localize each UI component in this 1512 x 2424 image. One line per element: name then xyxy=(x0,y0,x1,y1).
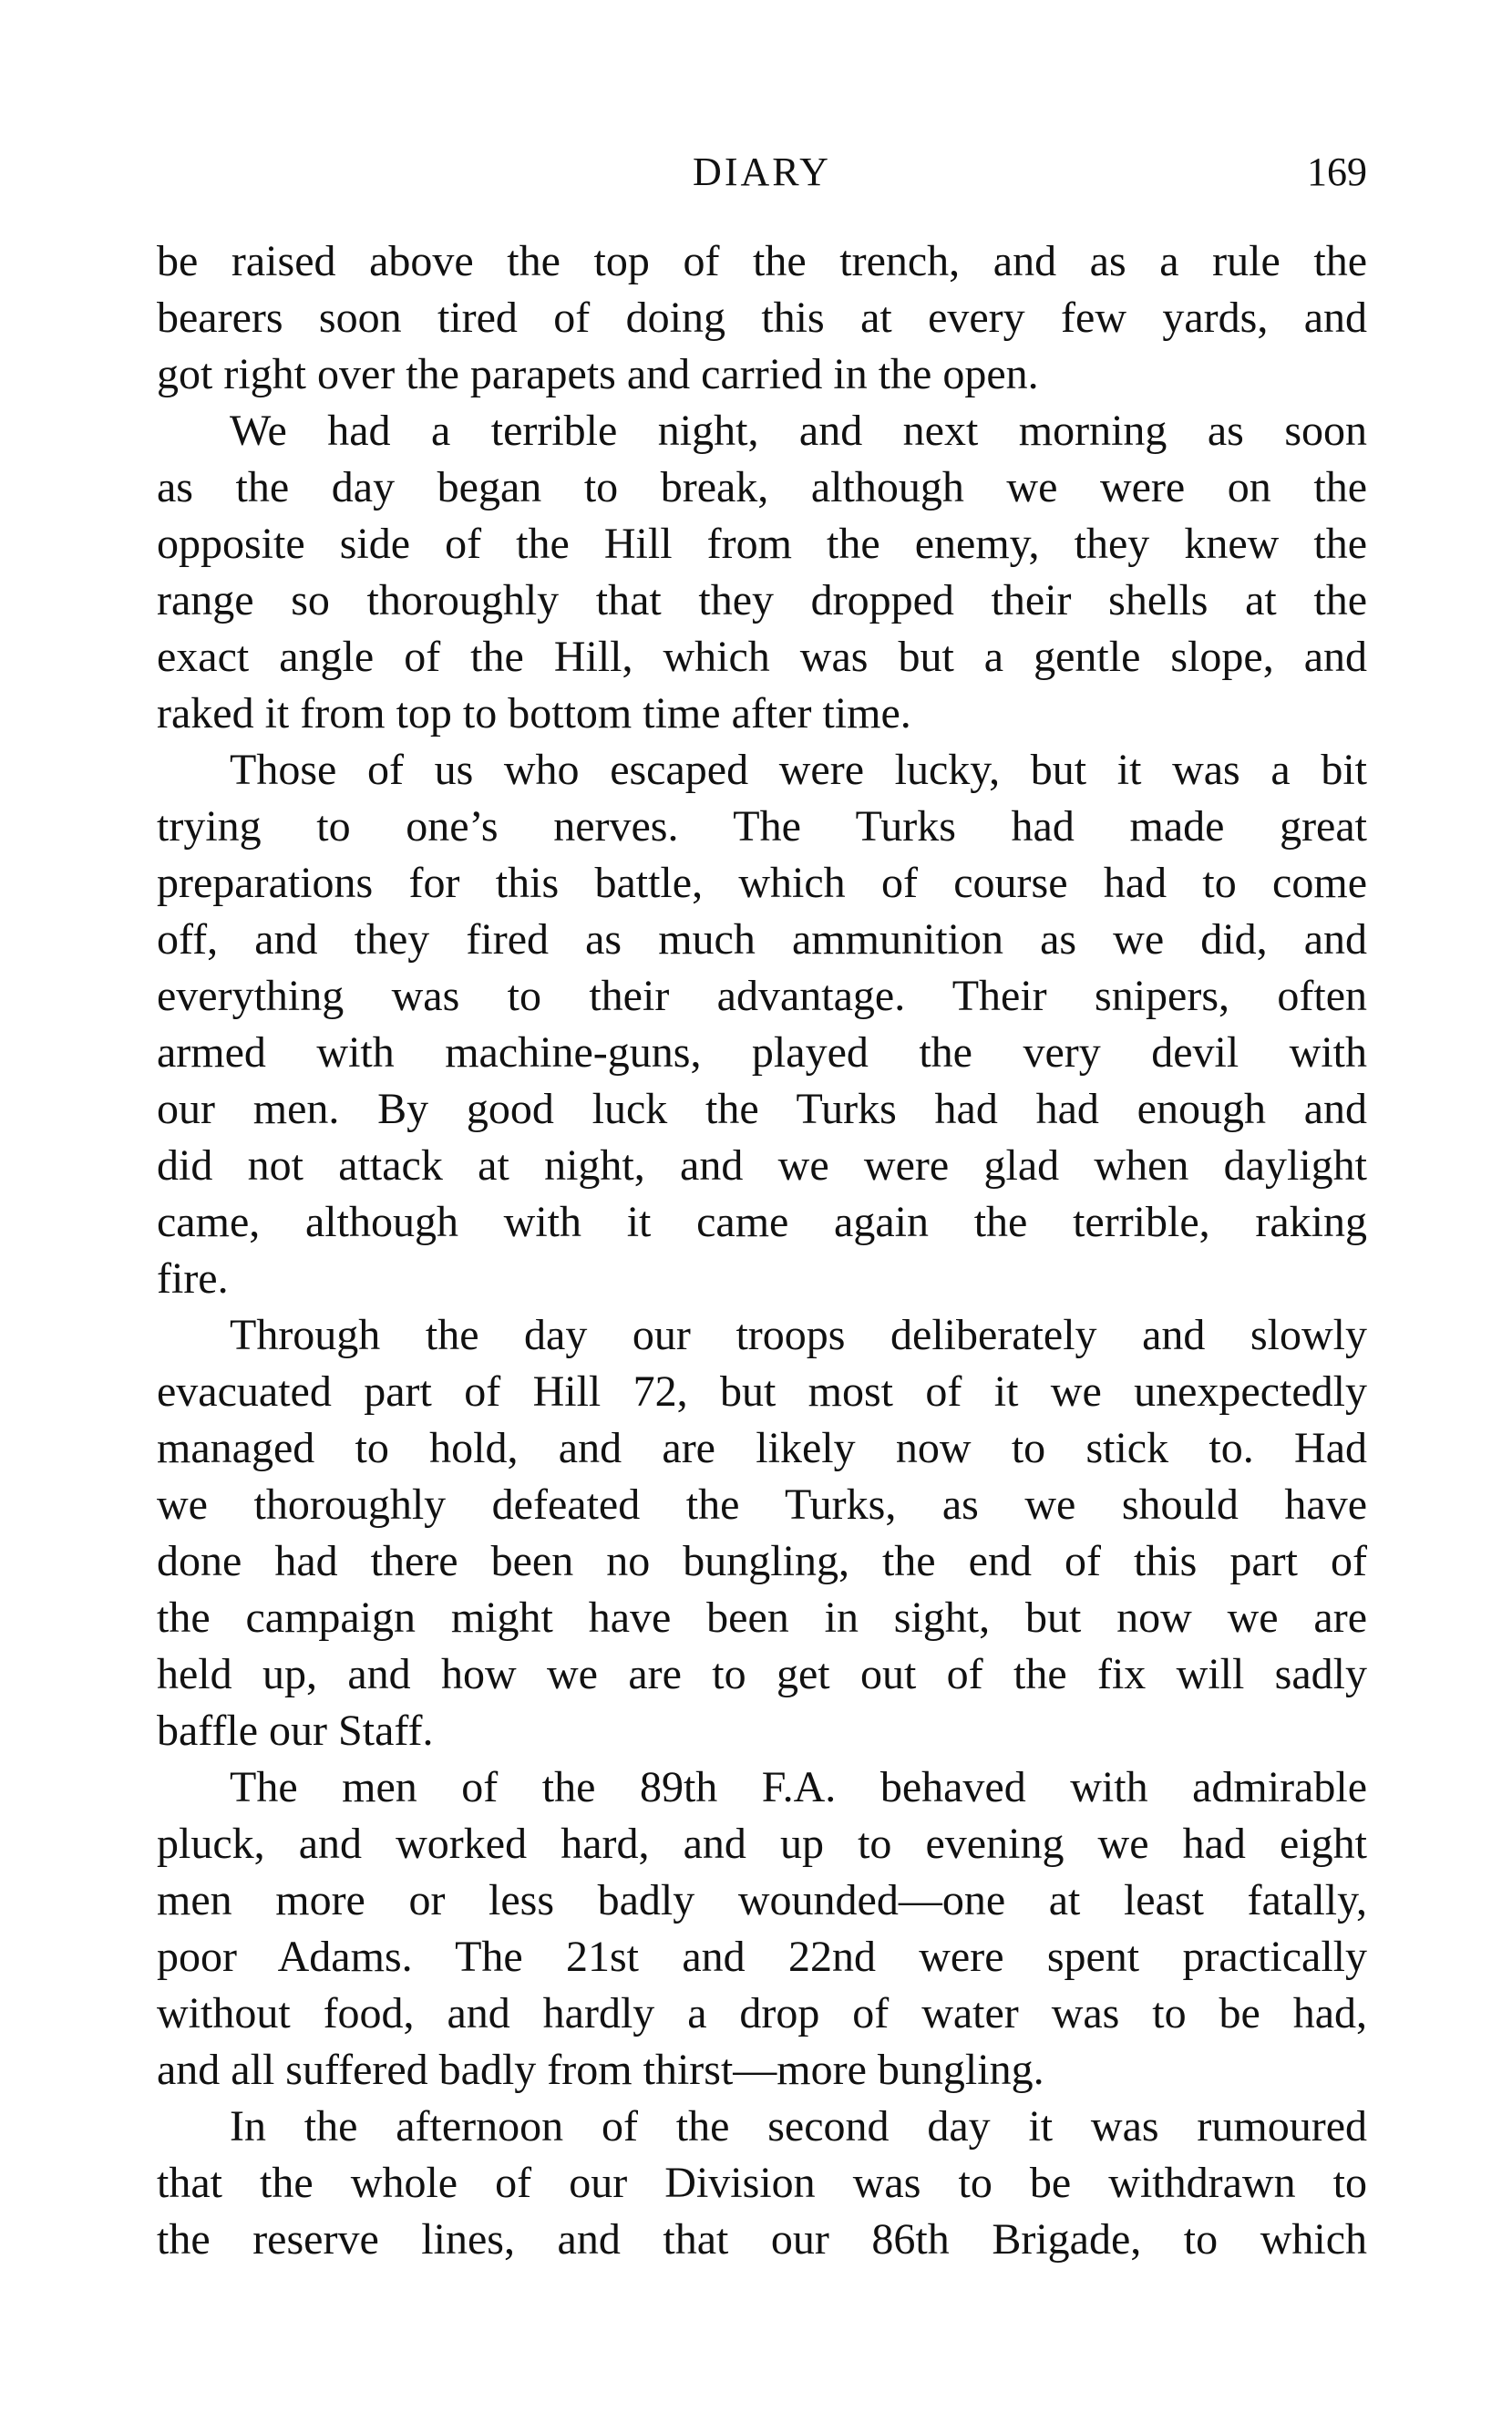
text-line: exact angle of the Hill, which was but a gentle slope, and xyxy=(157,633,1367,681)
text-line: poor Adams. The 21st and 22nd were spent practically xyxy=(157,1933,1367,1981)
text-line: held up, and how we are to get out of the fix will sadly xyxy=(157,1650,1367,1698)
body-text xyxy=(157,233,1367,2268)
text-line: did not attack at night, and we were glad when daylight xyxy=(157,1141,1367,1190)
text-line: men more or less badly wounded—one at least fatally, xyxy=(157,1876,1367,1924)
text-line: as the day began to break, although we were on the xyxy=(157,463,1367,511)
text-line: done had there been no bungling, the end of this part of xyxy=(157,1537,1367,1585)
paragraph xyxy=(157,1759,1367,2099)
text-line: everything was to their advantage. Their snipers, often xyxy=(157,972,1367,1020)
running-title: DIARY xyxy=(693,150,831,194)
page-number: 169 xyxy=(1307,150,1367,194)
text-line: fire. xyxy=(157,1254,229,1303)
text-line: off, and they fired as much ammunition as we did, and xyxy=(157,915,1367,964)
paragraph xyxy=(157,742,1367,1307)
text-line: and all suffered badly from thirst—more bungling. xyxy=(157,2046,1044,2094)
text-line: the reserve lines, and that our 86th Brigade, to which xyxy=(157,2215,1367,2264)
text-line: managed to hold, and are likely now to stick to. Had xyxy=(157,1424,1367,1472)
text-line: evacuated part of Hill 72, but most of it we unexpectedly xyxy=(157,1367,1367,1416)
text-line: that the whole of our Division was to be withdrawn to xyxy=(157,2159,1367,2207)
text-line: without food, and hardly a drop of water was to be had, xyxy=(157,1989,1367,2037)
text-line: our men. By good luck the Turks had had enough and xyxy=(157,1085,1367,1133)
paragraph xyxy=(157,1307,1367,1759)
text-line: We had a terrible night, and next morning as soon xyxy=(230,407,1367,455)
text-line: In the afternoon of the second day it was rumoured xyxy=(230,2102,1367,2151)
text-line: came, although with it came again the terrible, raking xyxy=(157,1198,1367,1246)
paragraph xyxy=(157,2099,1367,2268)
text-line: preparations for this battle, which of course had to come xyxy=(157,859,1367,907)
text-line: the campaign might have been in sight, but now we are xyxy=(157,1594,1367,1642)
text-line: Through the day our troops deliberately and slowly xyxy=(230,1311,1367,1359)
text-line: raked it from top to bottom time after time. xyxy=(157,689,911,738)
text-line: Those of us who escaped were lucky, but it was a bit xyxy=(230,746,1367,794)
paragraph xyxy=(157,233,1367,403)
text-line: trying to one’s nerves. The Turks had made great xyxy=(157,802,1367,851)
page-header xyxy=(157,144,1367,201)
text-line: baffle our Staff. xyxy=(157,1707,434,1755)
text-line: be raised above the top of the trench, and as a rule the xyxy=(157,237,1367,285)
text-line: range so thoroughly that they dropped their shells at the xyxy=(157,576,1367,624)
text-line: pluck, and worked hard, and up to evening we had eight xyxy=(157,1820,1367,1868)
text-line: armed with machine-guns, played the very devil with xyxy=(157,1028,1367,1077)
text-line: opposite side of the Hill from the enemy, they knew the xyxy=(157,520,1367,568)
text-line: got right over the parapets and carried in the open. xyxy=(157,350,1039,398)
paragraph xyxy=(157,403,1367,742)
text-line: we thoroughly defeated the Turks, as we should have xyxy=(157,1480,1367,1529)
text-line: The men of the 89th F.A. behaved with admirable xyxy=(230,1763,1367,1811)
text-line: bearers soon tired of doing this at every few yards, and xyxy=(157,294,1367,342)
